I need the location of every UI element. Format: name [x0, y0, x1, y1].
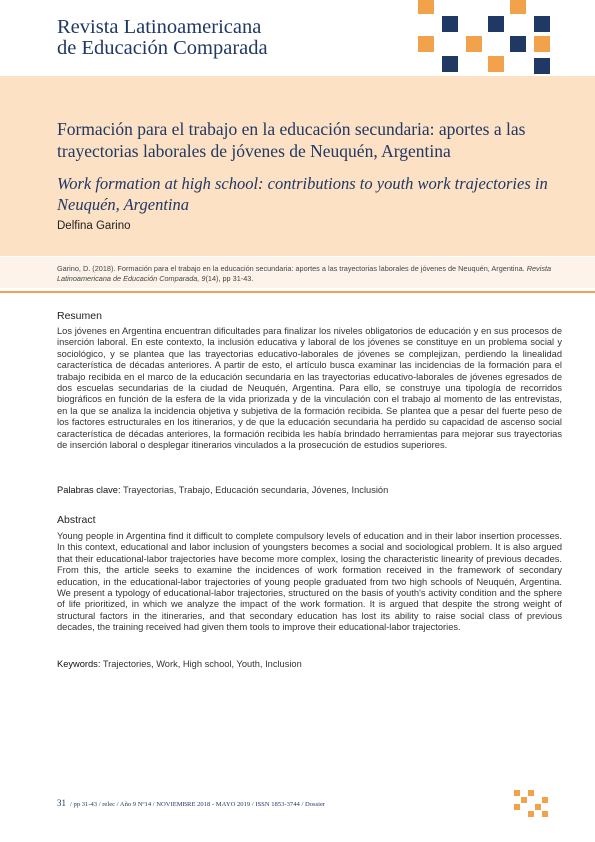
abstract-keywords — [57, 658, 562, 670]
page-footer — [57, 798, 325, 808]
article-title-en: Work formation at high school: contributions to youth work trajectories in Neuquén, Argentina — [57, 174, 548, 214]
citation — [57, 264, 577, 284]
citation-prefix: Garino, D. (2018). Formación para el trabajo en la educación secundaria: aportes a las trayectorias laborales de jóvenes de Neuquén, Argentina. — [57, 264, 527, 273]
footer-text: / pp 31-43 / relec / Año 9 Nº14 / NOVIEMBRE 2018 - MAYO 2019 / ISSN 1853-3744 / Dossier — [70, 801, 326, 808]
resumen-keywords-list: Trayectorias, Trabajo, Educación secundaria, Jóvenes, Inclusión — [120, 485, 389, 495]
resumen-keywords — [57, 484, 562, 496]
journal-title-line2: de Educación Comparada — [57, 37, 268, 59]
checkered-squares-logo-icon — [410, 0, 570, 80]
abstract-keywords-list: Trajectories, Work, High school, Youth, Inclusion — [100, 659, 302, 669]
resumen-heading: Resumen — [57, 310, 102, 322]
journal-title — [57, 17, 268, 59]
article-author: Delfina Garino — [57, 220, 131, 232]
page-number: 31 — [57, 798, 66, 808]
abstract-heading: Abstract — [57, 514, 96, 526]
orange-checkered-logo-icon — [512, 790, 552, 818]
abstract-body: Young people in Argentina find it difficult to complete compulsory levels of education and in their labor insertion processes. In this context, educational and labor inclusion of youngsters becomes a social and sociological problem. It is also argued that their educational-labor trajectories have become more complex, losing the characteristic linearity of previous decades. From this, the article seeks to examine the incidences of work formation received in the framework of secondary education, in the educational-labor trajectories of young people graduated from two high schools of Neuquén, Argentina. We present a typology of educational-labor trajectories, structured on the basis of youth's activity condition and the sphere of life prioritized, in which we analyze the impact of the work formation. It is argued that despite the strong weight of structural factors in the itineraries, and that secondary education has lost its ability to raise social class of previous decades, the training received had given them tools to improve their educational-labor trajectories. — [57, 531, 562, 633]
resumen-body: Los jóvenes en Argentina encuentran dificultades para finalizar los niveles obligatorios de educación y en sus procesos de inserción laboral. En este contexto, la inclusión educativa y laboral de los jóvenes se constituye en un problema social y sociológico, y se plantea que las trayectorias educativo-laborales de jóvenes se complejizan, perdiendo la linealidad característica de décadas anteriores. A partir de esto, el artículo busca examinar las incidencias de la formación para el trabajo recibida en el marco de la educación secundaria en las trayectorias educativo-laborales de jóvenes egresados de dos escuelas secundarias de la ciudad de Neuquén, Argentina. Para ello, se construye una tipología de recorridos biográficos en función de la esfera de la vida priorizada y de la vinculación con el trabajo al momento de las entrevistas, en la que se analiza la incidencia objetiva y subjetiva de la formación recibida. Se plantea que a pesar del fuerte peso de los factores estructurales en los itinerarios, y de que la educación secundaria ha perdido su capacidad de ascenso social característica de décadas anteriores, la formación recibida les había brindado herramientas para mejorar sus trayectorias de inserción laboral o desplegar itinerarios vinculados a la prosecución de estudios superiores. — [57, 326, 562, 451]
citation-suffix: (14), pp 31-43. — [205, 274, 254, 283]
resumen-keywords-label: Palabras clave: — [57, 485, 121, 495]
article-title-es: Formación para el trabajo en la educación secundaria: aportes a las trayectorias laborales de jóvenes de Neuquén, Argentina — [57, 119, 526, 161]
citation-journal: Revista Latinoamericana de Educación Comparada, 9 — [57, 264, 552, 283]
abstract-keywords-label: Keywords: — [57, 659, 101, 669]
citation-divider — [0, 291, 595, 293]
journal-title-line1: Revista Latinoamericana — [57, 16, 262, 38]
